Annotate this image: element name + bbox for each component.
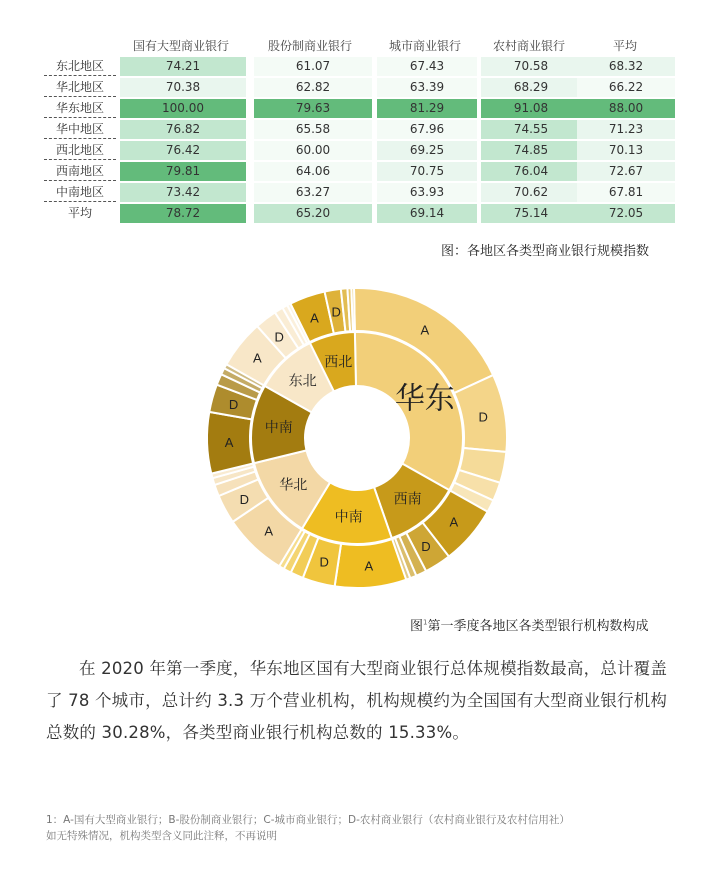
table-cell: 65.20 — [254, 204, 372, 223]
inner-slice-label: 东北 — [288, 373, 317, 390]
outer-slice-label: D — [228, 396, 239, 412]
row-label: 西南地区 — [44, 162, 116, 181]
row-label: 平均 — [67, 206, 92, 220]
table-cell: 70.62 — [481, 183, 581, 202]
outer-slice-label: D — [239, 491, 250, 507]
inner-slice-label: 西南 — [393, 491, 422, 508]
outer-slice-label: D — [331, 304, 341, 320]
caption-text: 第一季度各地区各类型银行机构数构成 — [427, 619, 649, 634]
footnote-ref: 1 — [423, 618, 428, 627]
outer-slice-label: D — [421, 538, 431, 554]
row-label: 华中地区 — [44, 120, 116, 139]
table-cell: 63.93 — [377, 183, 477, 202]
table-cell: 71.23 — [577, 120, 675, 139]
outer-slice-label: A — [310, 310, 319, 326]
outer-slice-label: A — [224, 435, 234, 451]
table-cell: 79.63 — [254, 99, 372, 118]
body-paragraph: 在 2020 年第一季度，华东地区国有大型商业银行总体规模指数最高，总计覆盖了 78 个城市，总计约 3.3 万个营业机构，机构规模约为全国国有大型商业银行机构总数的 30.28%，各类型商业银行机构总数的 15.33%。 — [46, 659, 668, 742]
col-header-large-state-banks: 国有大型商业银行 — [132, 39, 229, 53]
table-cell: 61.07 — [254, 57, 372, 76]
table-cell: 70.58 — [481, 57, 581, 76]
col-header-city-banks: 城市商业银行 — [388, 39, 461, 53]
table-cell: 72.05 — [577, 204, 675, 223]
inner-slice-label: 华北 — [279, 477, 308, 494]
table-cell: 78.72 — [120, 204, 246, 223]
caption-prefix: 图 — [410, 619, 424, 634]
table-cell: 74.55 — [481, 120, 581, 139]
row-label: 华东地区 — [44, 99, 116, 118]
inner-slice-label: 中南 — [264, 420, 293, 437]
table-cell: 91.08 — [481, 99, 581, 118]
table-cell: 81.29 — [377, 99, 477, 118]
table-cell: 73.42 — [120, 183, 246, 202]
outer-slice-label: A — [264, 523, 274, 539]
inner-slice-label: 中南 — [334, 509, 363, 526]
row-label: 中南地区 — [44, 183, 116, 202]
row-label: 东北地区 — [44, 57, 116, 76]
footnote-line-1: 1：A-国有大型商业银行；B-股份制商业银行；C-城市商业银行；D-农村商业银行（农村商业银行及农村信用社） — [46, 814, 570, 826]
col-header-average: 平均 — [612, 39, 637, 53]
table-cell: 66.22 — [577, 78, 675, 97]
outer-slice-label: D — [274, 329, 284, 345]
outer-slice-label: D — [319, 554, 329, 570]
footnote-line-2: 如无特殊情况，机构类型含义同此注释，不再说明 — [46, 830, 277, 842]
table-cell: 60.00 — [254, 141, 372, 160]
table-cell: 74.21 — [120, 57, 246, 76]
table-cell: 72.67 — [577, 162, 675, 181]
inner-slice-label: 华东 — [394, 381, 455, 417]
table-cell: 76.82 — [120, 120, 246, 139]
table-cell: 67.96 — [377, 120, 477, 139]
col-header-rural-banks: 农村商业银行 — [492, 39, 565, 53]
table-cell: 62.82 — [254, 78, 372, 97]
table-cell: 63.39 — [377, 78, 477, 97]
outer-slice-label: A — [364, 558, 374, 574]
table-cell: 67.81 — [577, 183, 675, 202]
col-header-joint-stock-banks: 股份制商业银行 — [267, 39, 352, 53]
outer-slice-label: A — [252, 350, 262, 366]
inner-slice-label: 西北 — [324, 354, 353, 371]
table-cell: 76.42 — [120, 141, 246, 160]
table-cell: 70.38 — [120, 78, 246, 97]
chart-caption — [410, 615, 649, 634]
table-cell: 70.13 — [577, 141, 675, 160]
table-cell: 100.00 — [120, 99, 246, 118]
table-cell: 64.06 — [254, 162, 372, 181]
table-cell: 65.58 — [254, 120, 372, 139]
row-label: 华北地区 — [44, 78, 116, 97]
footnote — [46, 812, 686, 844]
table-caption: 图：各地区各类型商业银行规模指数 — [441, 244, 650, 259]
table-cell: 75.14 — [481, 204, 581, 223]
table-cell: 63.27 — [254, 183, 372, 202]
table-cell: 68.32 — [577, 57, 675, 76]
outer-slice — [351, 288, 354, 331]
row-label: 西北地区 — [44, 141, 116, 160]
outer-slice-label: A — [449, 514, 459, 530]
table-cell: 68.29 — [481, 78, 581, 97]
table-cell: 67.43 — [377, 57, 477, 76]
outer-slice-label: A — [420, 322, 430, 338]
table-cell: 69.14 — [377, 204, 477, 223]
table-cell: 69.25 — [377, 141, 477, 160]
table-cell: 79.81 — [120, 162, 246, 181]
table-cell: 70.75 — [377, 162, 477, 181]
table-cell: 76.04 — [481, 162, 581, 181]
table-cell: 74.85 — [481, 141, 581, 160]
table-cell: 88.00 — [577, 99, 675, 118]
outer-slice-label: D — [478, 409, 488, 425]
